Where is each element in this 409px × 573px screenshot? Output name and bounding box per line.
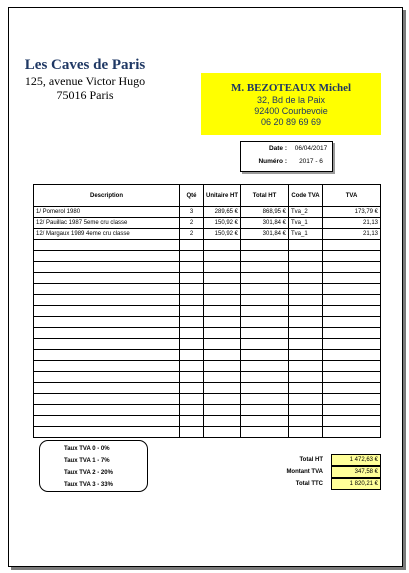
table-cell-empty xyxy=(34,262,180,273)
table-cell-empty xyxy=(180,361,204,372)
table-cell-empty xyxy=(34,273,180,284)
table-row-empty xyxy=(34,383,381,394)
table-cell-empty xyxy=(180,306,204,317)
tva-rates-box xyxy=(39,440,148,492)
table-cell-empty xyxy=(180,295,204,306)
table-row-empty xyxy=(34,350,381,361)
table-cell-empty xyxy=(34,240,180,251)
table-row-empty xyxy=(34,295,381,306)
table-cell-empty xyxy=(241,240,289,251)
date-value: 06/04/2017 xyxy=(294,145,328,152)
table-cell-empty xyxy=(34,383,180,394)
tva-rate-3: Taux TVA 3 - 33% xyxy=(64,482,113,488)
table-cell-empty xyxy=(289,394,323,405)
cell-description: 12/ Margaux 1989 4eme cru classe xyxy=(34,229,180,240)
table-row-empty xyxy=(34,306,381,317)
table-cell-empty xyxy=(180,405,204,416)
table-cell-empty xyxy=(289,306,323,317)
table-cell-empty xyxy=(34,350,180,361)
client-block xyxy=(201,73,381,135)
table-cell-empty xyxy=(204,394,241,405)
table-cell-empty xyxy=(241,317,289,328)
table-cell-empty xyxy=(289,317,323,328)
table-cell-empty xyxy=(289,284,323,295)
table-cell-empty xyxy=(180,394,204,405)
total-ttc-value: 1 820,21 € xyxy=(331,478,381,490)
company-name: Les Caves de Paris xyxy=(24,57,146,73)
table-cell-empty xyxy=(180,372,204,383)
company-city: 75016 Paris xyxy=(56,88,114,102)
tva-rate-2: Taux TVA 2 - 20% xyxy=(64,470,113,476)
invoice-page xyxy=(8,7,403,567)
cell-qty: 2 xyxy=(180,229,204,240)
table-cell-empty xyxy=(180,284,204,295)
table-row xyxy=(34,229,381,240)
cell-tva-code: Tva_1 xyxy=(289,218,323,229)
table-cell-empty xyxy=(289,262,323,273)
table-cell-empty xyxy=(34,405,180,416)
table-cell-empty xyxy=(34,416,180,427)
table-row xyxy=(34,207,381,218)
table-cell-empty xyxy=(204,416,241,427)
table-cell-empty xyxy=(204,339,241,350)
table-row-empty xyxy=(34,317,381,328)
date-label: Date : xyxy=(268,145,287,152)
table-cell-empty xyxy=(34,306,180,317)
client-phone: 06 20 89 69 69 xyxy=(260,117,322,127)
table-cell-empty xyxy=(323,262,381,273)
table-cell-empty xyxy=(241,372,289,383)
cell-tva-code: Tva_2 xyxy=(289,207,323,218)
table-cell-empty xyxy=(34,339,180,350)
table-cell-empty xyxy=(323,317,381,328)
number-label: Numéro : xyxy=(258,158,287,165)
table-cell-empty xyxy=(204,372,241,383)
table-cell-empty xyxy=(289,273,323,284)
table-row-empty xyxy=(34,284,381,295)
cell-unit-price: 289,65 € xyxy=(204,207,241,218)
table-cell-empty xyxy=(289,295,323,306)
montant-tva-label: Montant TVA xyxy=(286,469,323,475)
table-cell-empty xyxy=(323,306,381,317)
table-cell-empty xyxy=(180,339,204,350)
table-cell-empty xyxy=(323,405,381,416)
table-cell-empty xyxy=(180,251,204,262)
table-cell-empty xyxy=(34,317,180,328)
header-tva-code: Code TVA xyxy=(289,185,323,207)
table-cell-empty xyxy=(241,350,289,361)
table-cell-empty xyxy=(204,383,241,394)
table-cell-empty xyxy=(34,372,180,383)
table-cell-empty xyxy=(323,372,381,383)
table-cell-empty xyxy=(34,394,180,405)
table-cell-empty xyxy=(289,339,323,350)
header-qty: Qté xyxy=(180,185,204,207)
client-street: 32, Bd de la Paix xyxy=(256,95,326,105)
table-cell-empty xyxy=(204,284,241,295)
table-cell-empty xyxy=(323,339,381,350)
table-cell-empty xyxy=(204,251,241,262)
table-cell-empty xyxy=(34,328,180,339)
table-cell-empty xyxy=(323,328,381,339)
table-cell-empty xyxy=(241,416,289,427)
totals-block xyxy=(253,454,381,490)
table-cell-empty xyxy=(241,361,289,372)
table-cell-empty xyxy=(323,251,381,262)
table-cell-empty xyxy=(204,317,241,328)
table-cell-empty xyxy=(241,262,289,273)
items-table xyxy=(33,184,381,438)
table-cell-empty xyxy=(323,361,381,372)
table-cell-empty xyxy=(34,284,180,295)
table-cell-empty xyxy=(323,295,381,306)
table-cell-empty xyxy=(180,317,204,328)
table-cell-empty xyxy=(323,394,381,405)
table-cell-empty xyxy=(204,427,241,438)
table-row-empty xyxy=(34,416,381,427)
client-name: M. BEZOTEAUX Michel xyxy=(230,82,352,94)
table-row-empty xyxy=(34,262,381,273)
header-tva: TVA xyxy=(323,185,381,207)
table-cell-empty xyxy=(180,273,204,284)
table-cell-empty xyxy=(323,383,381,394)
cell-total-ht: 301,84 € xyxy=(241,218,289,229)
table-row-empty xyxy=(34,405,381,416)
table-cell-empty xyxy=(289,383,323,394)
table-cell-empty xyxy=(323,273,381,284)
table-cell-empty xyxy=(204,361,241,372)
table-cell-empty xyxy=(241,339,289,350)
table-cell-empty xyxy=(204,405,241,416)
cell-unit-price: 150,92 € xyxy=(204,218,241,229)
table-row-empty xyxy=(34,273,381,284)
table-cell-empty xyxy=(241,427,289,438)
table-cell-empty xyxy=(289,251,323,262)
table-cell-empty xyxy=(180,262,204,273)
table-cell-empty xyxy=(180,240,204,251)
cell-tva: 21,13 xyxy=(323,229,381,240)
table-row-empty xyxy=(34,240,381,251)
table-cell-empty xyxy=(34,361,180,372)
table-cell-empty xyxy=(204,295,241,306)
table-cell-empty xyxy=(180,383,204,394)
table-cell-empty xyxy=(204,306,241,317)
table-cell-empty xyxy=(289,361,323,372)
tva-rate-0: Taux TVA 0 - 0% xyxy=(64,446,110,452)
montant-tva-value: 347,58 € xyxy=(331,466,381,478)
table-cell-empty xyxy=(34,295,180,306)
total-ht-label: Total HT xyxy=(299,457,323,463)
header-unit-price: Unitaire HT xyxy=(204,185,241,207)
header-description: Description xyxy=(34,185,180,207)
table-cell-empty xyxy=(204,262,241,273)
cell-qty: 3 xyxy=(180,207,204,218)
tva-rate-1: Taux TVA 1 - 7% xyxy=(64,458,110,464)
table-cell-empty xyxy=(289,240,323,251)
table-row-empty xyxy=(34,361,381,372)
company-address: 125, avenue Victor Hugo xyxy=(24,74,146,88)
table-cell-empty xyxy=(241,328,289,339)
table-row-empty xyxy=(34,372,381,383)
table-cell-empty xyxy=(180,328,204,339)
table-cell-empty xyxy=(289,372,323,383)
table-cell-empty xyxy=(241,284,289,295)
cell-tva: 173,79 € xyxy=(323,207,381,218)
table-cell-empty xyxy=(180,416,204,427)
table-header-row xyxy=(34,185,381,207)
table-cell-empty xyxy=(241,306,289,317)
table-cell-empty xyxy=(241,295,289,306)
table-cell-empty xyxy=(180,427,204,438)
cell-total-ht: 301,84 € xyxy=(241,229,289,240)
table-cell-empty xyxy=(241,394,289,405)
invoice-meta xyxy=(240,141,333,172)
table-cell-empty xyxy=(241,273,289,284)
total-ttc-label: Total TTC xyxy=(295,481,323,487)
table-cell-empty xyxy=(204,350,241,361)
table-cell-empty xyxy=(180,350,204,361)
table-cell-empty xyxy=(289,427,323,438)
cell-tva: 21,13 xyxy=(323,218,381,229)
table-cell-empty xyxy=(34,427,180,438)
table-cell-empty xyxy=(323,284,381,295)
table-cell-empty xyxy=(241,383,289,394)
cell-tva-code: Tva_1 xyxy=(289,229,323,240)
cell-total-ht: 868,95 € xyxy=(241,207,289,218)
table-cell-empty xyxy=(34,251,180,262)
table-cell-empty xyxy=(289,350,323,361)
table-cell-empty xyxy=(323,240,381,251)
table-row-empty xyxy=(34,394,381,405)
cell-description: 12/ Pauillac 1987 5eme cru classe xyxy=(34,218,180,229)
table-cell-empty xyxy=(289,328,323,339)
cell-qty: 2 xyxy=(180,218,204,229)
table-cell-empty xyxy=(289,416,323,427)
table-row-empty xyxy=(34,251,381,262)
table-cell-empty xyxy=(204,240,241,251)
cell-description: 1/ Pomerol 1980 xyxy=(34,207,180,218)
table-cell-empty xyxy=(204,273,241,284)
table-cell-empty xyxy=(241,251,289,262)
table-row-empty xyxy=(34,339,381,350)
table-cell-empty xyxy=(323,427,381,438)
table-cell-empty xyxy=(241,405,289,416)
header-total-ht: Total HT xyxy=(241,185,289,207)
table-cell-empty xyxy=(323,350,381,361)
cell-unit-price: 150,92 € xyxy=(204,229,241,240)
number-value: 2017 - 6 xyxy=(299,158,323,165)
company-block xyxy=(9,56,161,102)
table-row-empty xyxy=(34,427,381,438)
total-ht-value: 1 472,63 € xyxy=(331,454,381,466)
table-cell-empty xyxy=(204,328,241,339)
table-row xyxy=(34,218,381,229)
client-city: 92400 Courbevoie xyxy=(254,106,328,116)
table-row-empty xyxy=(34,328,381,339)
table-cell-empty xyxy=(289,405,323,416)
table-cell-empty xyxy=(323,416,381,427)
